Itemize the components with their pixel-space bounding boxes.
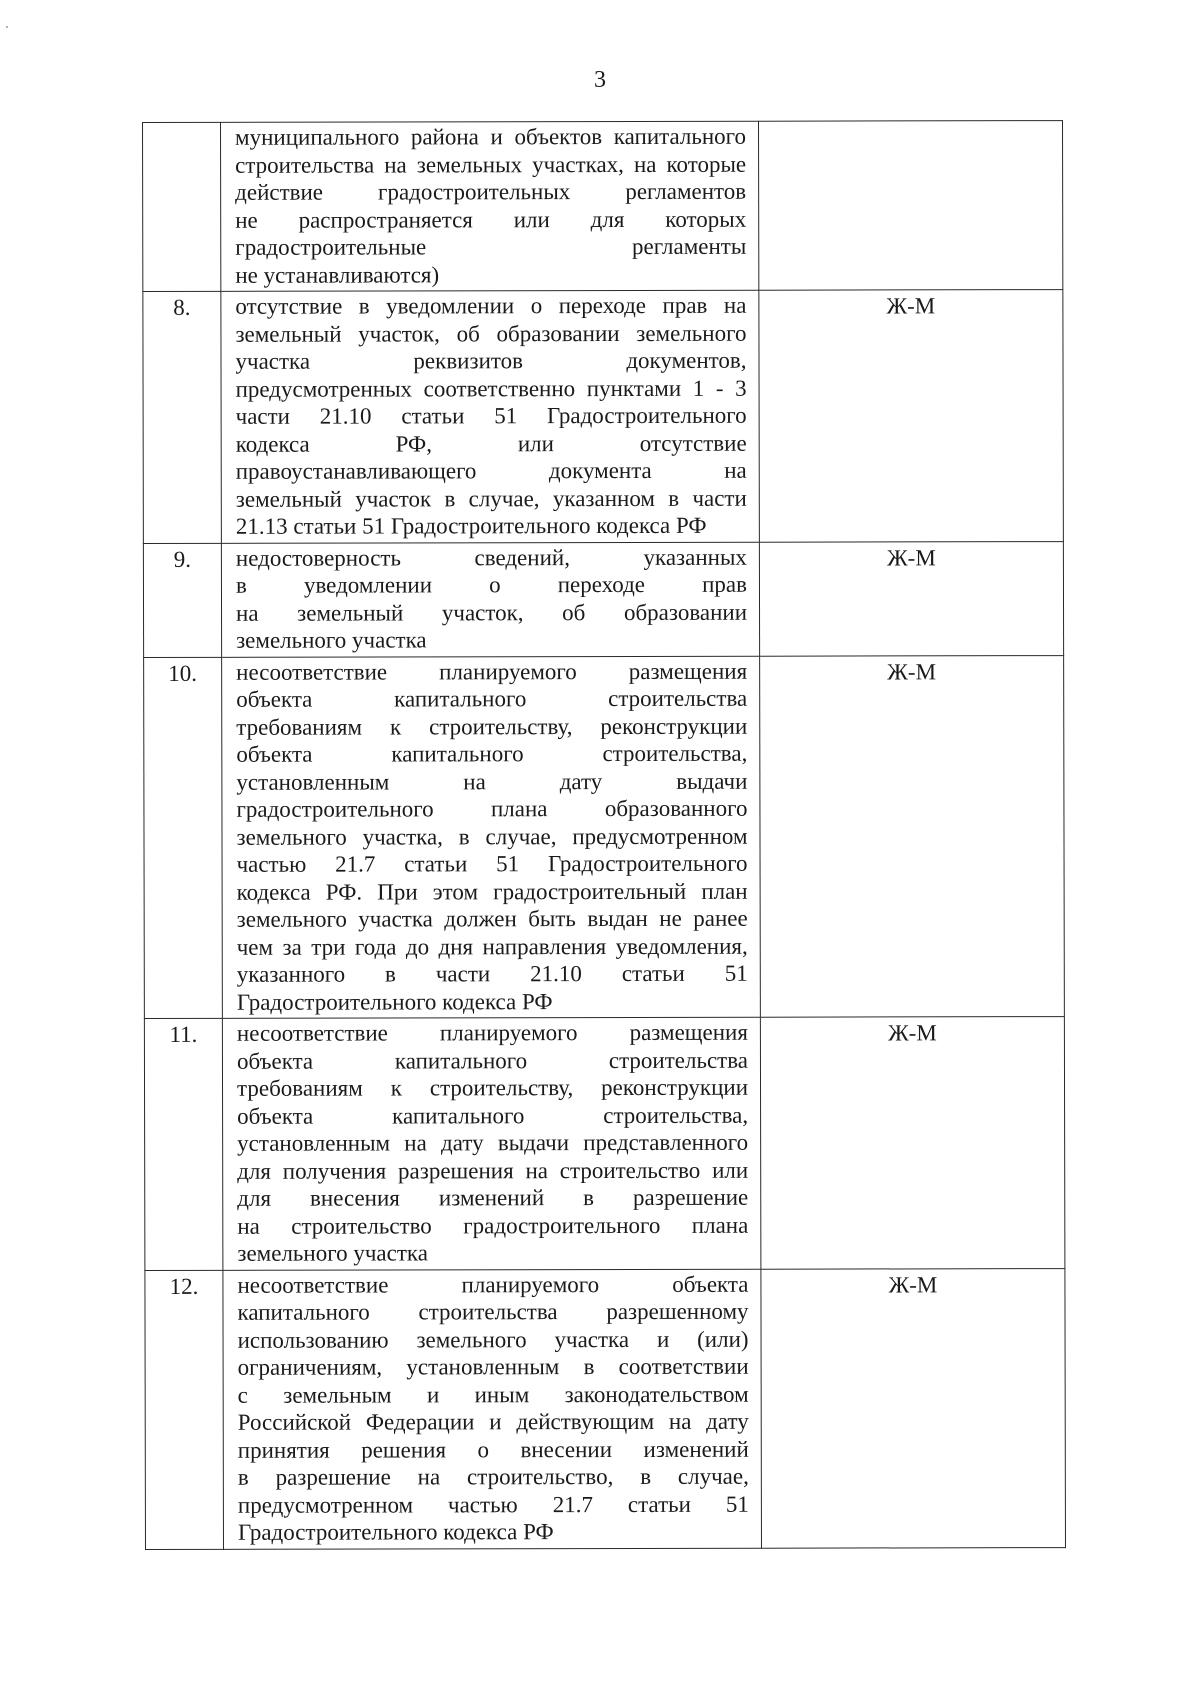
row-number: 8. bbox=[143, 291, 222, 543]
description-line: требованиям к строительству, реконструкции bbox=[236, 713, 748, 740]
description-line: требованиям к строительству, реконструкции bbox=[236, 1074, 749, 1101]
description-line: земельный участок, об образовании земельного bbox=[235, 320, 747, 347]
description-line: несоответствие планируемого объекта bbox=[237, 1271, 749, 1298]
description-line: предусмотренном частью 21.7 статьи 51 bbox=[237, 1491, 749, 1518]
row-description bbox=[223, 1269, 762, 1549]
description-line: чем за три года до дня направления уведомления, bbox=[236, 933, 748, 960]
description-line: градостроительного плана образованного bbox=[236, 795, 748, 822]
description-line: кодекса РФ, или отсутствие bbox=[235, 430, 747, 457]
row-number: 12. bbox=[145, 1270, 224, 1549]
description-line: с земельным и иным законодательством bbox=[237, 1381, 749, 1408]
description-line: Российской Федерации и действующим на дату bbox=[237, 1408, 749, 1435]
row-description bbox=[221, 121, 759, 291]
description-line: градостроительные регламенты bbox=[235, 233, 747, 260]
table-row bbox=[143, 121, 1063, 292]
description-line: несоответствие планируемого размещения bbox=[236, 1019, 748, 1046]
description-line: земельного участка должен быть выдан не ранее bbox=[236, 905, 748, 932]
description-line: земельный участок в случае, указанном в части bbox=[235, 485, 747, 512]
description-line: несоответствие планируемого размещения bbox=[236, 658, 748, 685]
row-code: Ж-М bbox=[759, 290, 1064, 542]
description-line: для внесения изменений в разрешение bbox=[237, 1184, 749, 1211]
table-row bbox=[145, 1268, 1066, 1549]
table-row bbox=[144, 655, 1065, 1018]
description-line: действие градостроительных регламентов bbox=[235, 178, 747, 205]
row-code: Ж-М bbox=[760, 655, 1065, 1017]
description-line: предусмотренных соответственно пунктами 1 - 3 bbox=[235, 375, 747, 402]
row-number: 10. bbox=[144, 657, 223, 1019]
description-line: частью 21.7 статьи 51 Градостроительного bbox=[236, 850, 748, 877]
row-code: Ж-М bbox=[760, 1017, 1065, 1269]
grounds-table bbox=[142, 120, 1066, 1549]
description-line: на земельный участок, об образовании bbox=[236, 599, 748, 626]
description-line: объекта капитального строительства, bbox=[237, 1102, 749, 1129]
scan-artifact-dot bbox=[6, 26, 8, 28]
description-line: использованию земельного участка и (или) bbox=[237, 1326, 749, 1353]
description-line: в уведомлении о переходе прав bbox=[235, 571, 747, 598]
description-line: участка реквизитов документов, bbox=[235, 347, 747, 374]
row-code bbox=[758, 121, 1062, 291]
description-line: 21.13 статьи 51 Градостроительного кодекса РФ bbox=[235, 512, 707, 539]
description-line: кодекса РФ. При этом градостроительный план bbox=[236, 878, 748, 905]
description-line: не устанавливаются) bbox=[235, 261, 440, 288]
description-line: недостоверность сведений, указанных bbox=[235, 544, 747, 571]
row-code: Ж-М bbox=[759, 541, 1063, 656]
page-number: 3 bbox=[594, 67, 606, 93]
description-line: принятия решения о внесении изменений bbox=[237, 1436, 749, 1463]
row-description bbox=[221, 542, 759, 657]
description-line: объекта капитального строительства bbox=[236, 1047, 748, 1074]
description-line: указанного в части 21.10 статьи 51 bbox=[236, 960, 748, 987]
description-line: объекта капитального строительства, bbox=[236, 740, 748, 767]
description-line: земельного участка bbox=[236, 627, 427, 653]
description-line: части 21.10 статьи 51 Градостроительного bbox=[235, 402, 747, 429]
description-line: строительства на земельных участках, на которые bbox=[235, 151, 747, 178]
table-row bbox=[143, 290, 1064, 543]
description-line: в разрешение на строительство, в случае, bbox=[237, 1463, 749, 1490]
table-row bbox=[144, 1017, 1065, 1270]
description-line: установленным на дату выдачи представленного bbox=[237, 1129, 749, 1156]
row-number: 9. bbox=[143, 543, 221, 657]
description-line: правоустанавливающего документа на bbox=[235, 457, 747, 484]
description-line: на строительство градостроительного плана bbox=[237, 1212, 749, 1239]
description-line: не распространяется или для которых bbox=[235, 206, 747, 233]
description-line: Градостроительного кодекса РФ bbox=[237, 1519, 554, 1545]
table-row bbox=[143, 541, 1063, 657]
row-number bbox=[143, 122, 221, 291]
description-line: объекта капитального строительства bbox=[236, 685, 748, 712]
description-line: земельного участка, в случае, предусмотренном bbox=[236, 823, 748, 850]
description-line: земельного участка bbox=[237, 1240, 428, 1266]
description-line: для получения разрешения на строительство или bbox=[237, 1157, 749, 1184]
row-number: 11. bbox=[144, 1018, 223, 1270]
description-line: капитального строительства разрешенному bbox=[237, 1298, 749, 1325]
row-description bbox=[221, 290, 760, 543]
description-line: отсутствие в уведомлении о переходе прав на bbox=[235, 292, 747, 319]
row-description bbox=[222, 656, 761, 1019]
row-description bbox=[222, 1017, 761, 1270]
description-line: Градостроительного кодекса РФ bbox=[236, 988, 553, 1015]
row-code: Ж-М bbox=[761, 1268, 1066, 1548]
description-line: ограничениям, установленным в соответствии bbox=[237, 1353, 749, 1380]
description-line: муниципального района и объектов капитального bbox=[235, 123, 747, 150]
description-line: установленным на дату выдачи bbox=[236, 768, 748, 795]
grounds-table-body bbox=[143, 121, 1066, 1549]
